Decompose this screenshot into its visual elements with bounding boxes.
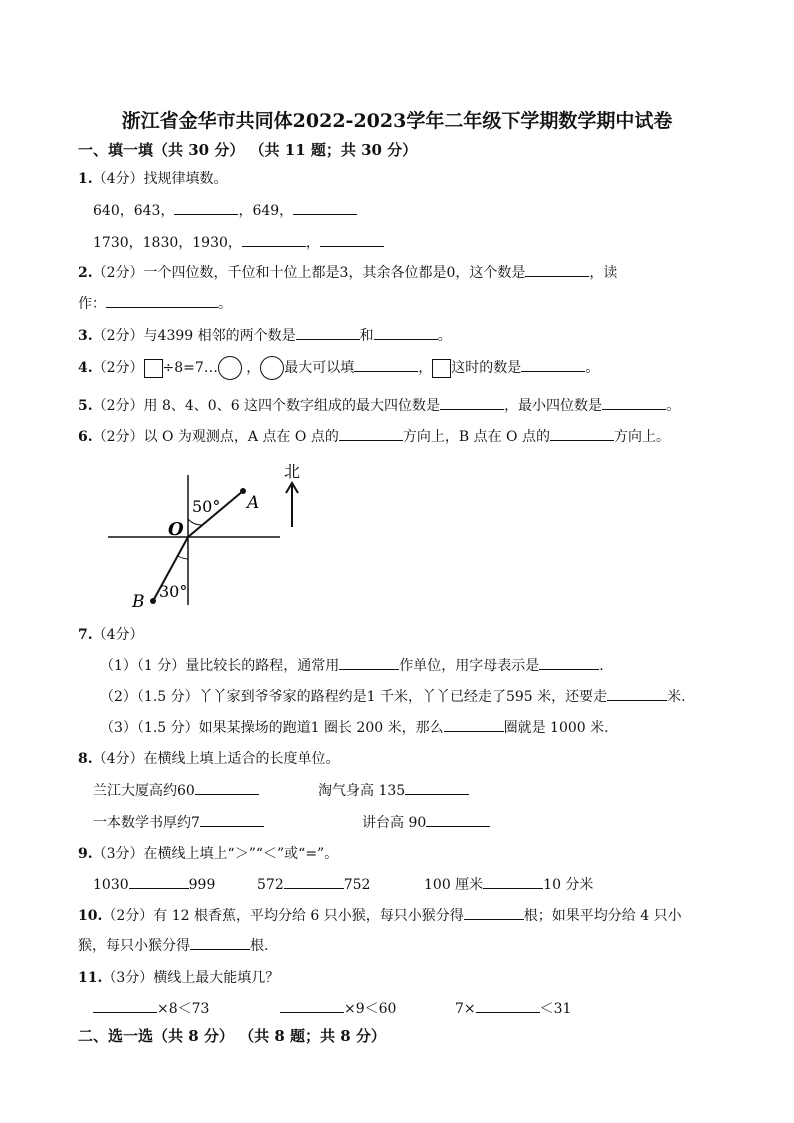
q9-item-b	[257, 874, 370, 893]
point-label-a: A	[247, 493, 260, 513]
question-2	[78, 262, 617, 282]
answer-blank[interactable]	[521, 357, 585, 372]
answer-blank[interactable]	[354, 357, 418, 372]
question-text: （3分）在横线上填上“＞”“＜”或“=”。	[92, 846, 339, 862]
item-text: ＜31	[539, 1001, 572, 1017]
answer-blank[interactable]	[280, 998, 344, 1013]
question-text: 根.	[250, 938, 269, 954]
q9-item-a	[93, 874, 215, 893]
question-text: （2分）	[92, 360, 144, 376]
question-text: 。	[666, 398, 681, 414]
q7-sub-2	[100, 686, 686, 706]
question-text: 。	[218, 296, 232, 312]
answer-blank[interactable]	[242, 232, 306, 247]
q1-row-2	[93, 232, 384, 252]
question-text: 作单位，用字母表示是	[399, 658, 540, 674]
q11-item-c	[455, 998, 571, 1018]
angle-arc-30	[178, 556, 188, 559]
answer-blank[interactable]	[284, 874, 344, 889]
item-text: 淘气身高 135	[318, 783, 406, 799]
question-7	[78, 624, 144, 644]
question-number: 10.	[78, 908, 103, 924]
question-1	[78, 168, 228, 188]
answer-blank[interactable]	[200, 812, 264, 827]
answer-blank[interactable]	[339, 426, 403, 441]
item-text: ×8＜73	[157, 1001, 210, 1017]
point-b	[150, 598, 156, 604]
question-text: 方向上，B 点在 O 点的	[402, 429, 550, 445]
question-5	[78, 395, 680, 415]
question-number: 11.	[78, 970, 103, 986]
question-text: 米.	[667, 689, 686, 705]
q1-row-1	[93, 200, 357, 220]
question-4	[78, 356, 599, 380]
sequence-text: 640，643，	[93, 203, 175, 219]
question-text: 。	[585, 360, 600, 376]
answer-blank[interactable]	[106, 293, 218, 308]
item-text: 讲台高 90	[362, 815, 427, 831]
question-text: ，	[418, 360, 433, 376]
question-text: （4分）	[92, 627, 144, 643]
question-text: （3）（1.5 分）如果某操场的跑道1 圈长 200 米，那么	[100, 720, 444, 736]
answer-blank[interactable]	[293, 200, 357, 215]
question-text: ，	[246, 360, 261, 376]
answer-blank[interactable]	[405, 780, 469, 795]
question-text: ÷8=7…	[162, 360, 218, 376]
item-text: 7×	[455, 1001, 476, 1017]
answer-blank[interactable]	[129, 874, 189, 889]
question-2-line-2	[78, 293, 232, 313]
point-a	[240, 488, 246, 494]
answer-blank[interactable]	[602, 395, 666, 410]
square-box	[144, 359, 163, 378]
angle-label-50: 50°	[192, 497, 221, 516]
north-label: 北	[284, 462, 301, 481]
answer-blank[interactable]	[296, 325, 360, 340]
item-text: 兰江大厦高约60	[93, 783, 195, 799]
circle-box	[218, 356, 242, 380]
question-text: 方向上。	[613, 429, 670, 445]
question-text: ，读	[589, 265, 618, 281]
question-text: 作：	[78, 296, 106, 312]
question-text: （2分）与4399 相邻的两个数是	[92, 328, 296, 344]
q8-item-a	[93, 780, 259, 800]
direction-diagram	[100, 455, 320, 615]
point-label-o: O	[168, 519, 184, 540]
question-text: 这时的数是	[451, 360, 522, 376]
answer-blank[interactable]	[550, 426, 614, 441]
answer-blank[interactable]	[483, 874, 543, 889]
answer-blank[interactable]	[339, 655, 399, 670]
question-text: 最大可以填	[284, 360, 355, 376]
sequence-text: ，	[305, 235, 320, 251]
page-title: 浙江省金华市共同体2022-2023学年二年级下学期数学期中试卷	[121, 110, 673, 132]
circle-box	[260, 356, 284, 380]
question-number: 9.	[78, 846, 93, 862]
question-text: （2分）一个四位数，千位和十位上都是3，其余各位都是0，这个数是	[92, 265, 526, 281]
q11-item-b	[280, 998, 396, 1018]
question-text: （2分）以 O 为观测点，A 点在 O 点的	[92, 429, 339, 445]
question-11	[78, 967, 279, 987]
q11-item-a	[93, 998, 209, 1018]
sequence-text: ，649，	[238, 203, 294, 219]
question-text: （2分）有 12 根香蕉，平均分给 6 只小猴，每只小猴分得	[102, 908, 464, 924]
question-number: 2.	[78, 265, 93, 281]
answer-blank[interactable]	[476, 998, 540, 1013]
angle-label-30: 30°	[159, 582, 188, 601]
question-text: ，最小四位数是	[504, 398, 603, 414]
item-text: 999	[188, 877, 216, 893]
question-number: 7.	[78, 627, 93, 643]
question-number: 1.	[78, 171, 93, 187]
question-text: （2）（1.5 分）丫丫家到爷爷家的路程约是1 千米，丫丫已经走了595 米，还要走	[100, 689, 608, 705]
question-text: （3分）横线上最大能填几？	[102, 970, 280, 986]
item-text: 100 厘米	[424, 877, 484, 893]
answer-blank[interactable]	[190, 935, 250, 950]
q8-item-b	[318, 780, 469, 800]
square-box	[432, 359, 451, 378]
answer-blank[interactable]	[440, 395, 504, 410]
item-text: ×9＜60	[344, 1001, 397, 1017]
item-text: 752	[343, 877, 371, 893]
question-number: 4.	[78, 360, 93, 376]
question-text: .	[599, 658, 604, 674]
q8-item-d	[362, 812, 490, 832]
answer-blank[interactable]	[174, 200, 238, 215]
question-3	[78, 325, 452, 345]
question-text: 根；如果平均分给 4 只小	[523, 908, 682, 924]
question-number: 5.	[78, 398, 93, 414]
answer-blank[interactable]	[607, 686, 667, 701]
answer-blank[interactable]	[320, 232, 384, 247]
question-10-line-2	[78, 935, 268, 955]
question-text: （4分）找规律填数。	[92, 171, 228, 187]
question-10	[78, 905, 682, 925]
q9-item-c	[424, 874, 593, 894]
question-text: 圈就是 1000 米.	[503, 720, 609, 736]
question-8	[78, 748, 340, 768]
question-text: 猴，每只小猴分得	[78, 938, 190, 954]
answer-blank[interactable]	[444, 717, 504, 732]
question-number: 8.	[78, 751, 93, 767]
section-heading-fill: 一、填一填（共 30 分） （共 11 题；共 30 分）	[78, 141, 418, 159]
answer-blank[interactable]	[374, 325, 438, 340]
section-heading-choice: 二、选一选（共 8 分） （共 8 题；共 8 分）	[78, 1027, 386, 1045]
answer-blank[interactable]	[195, 780, 259, 795]
item-text: 一本数学书厚约7	[93, 815, 200, 831]
answer-blank[interactable]	[464, 905, 524, 920]
q7-sub-1	[100, 655, 604, 675]
question-text: （4分）在横线上填上适合的长度单位。	[92, 751, 340, 767]
answer-blank[interactable]	[539, 655, 599, 670]
question-9	[78, 843, 338, 863]
sequence-text: 1730，1830，1930，	[93, 235, 242, 251]
item-text: 1030	[93, 877, 129, 893]
question-number: 6.	[78, 429, 93, 445]
item-text: 572	[257, 877, 284, 893]
answer-blank[interactable]	[525, 262, 589, 277]
q7-sub-3	[100, 717, 609, 737]
question-number: 3.	[78, 328, 93, 344]
question-text: 和	[359, 328, 374, 344]
q8-item-c	[93, 812, 264, 832]
answer-blank[interactable]	[93, 998, 157, 1013]
question-text: （1）（1 分）量比较长的路程，通常用	[100, 658, 340, 674]
item-text: 10 分米	[543, 877, 594, 893]
question-text: （2分）用 8、4、0、6 这四个数字组成的最大四位数是	[92, 398, 441, 414]
point-label-b: B	[132, 592, 145, 612]
question-6	[78, 426, 670, 446]
answer-blank[interactable]	[426, 812, 490, 827]
question-text: 。	[437, 328, 452, 344]
angle-arc-50	[188, 519, 202, 525]
